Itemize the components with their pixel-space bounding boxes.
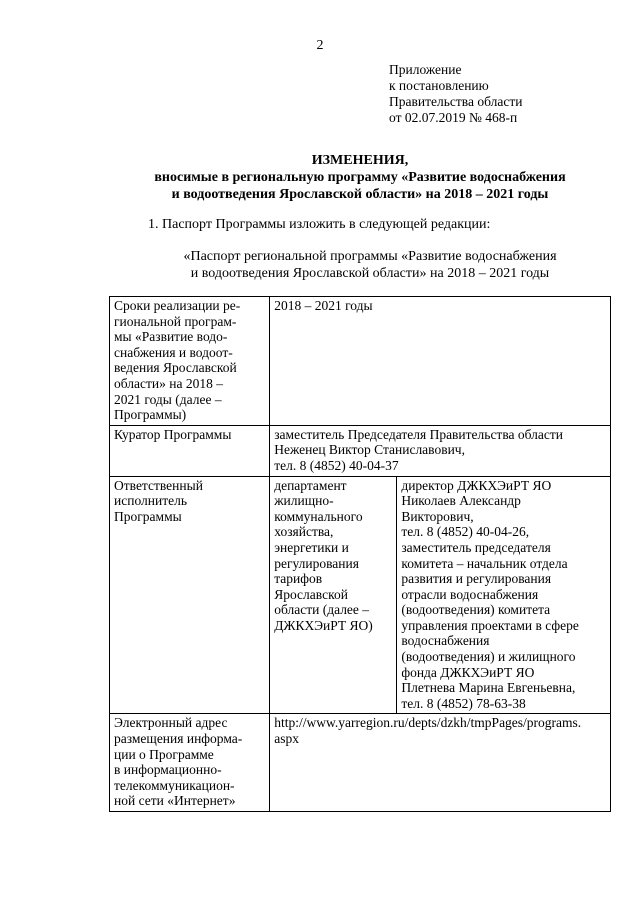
cell-line: Программы) (114, 407, 187, 423)
row-value-curator (270, 425, 611, 476)
cell-line: Николаев Александр (401, 493, 521, 509)
cell-line: заместитель Председателя Правительства области (274, 426, 564, 442)
row-value-timeline (270, 297, 611, 426)
cell-line: развития и регулирования (401, 571, 552, 587)
table-row (110, 714, 611, 812)
cell-line: (водоотведения) и жилищного (401, 649, 576, 665)
cell-line: департамент (274, 477, 347, 493)
cell-line: комитета – начальник отдела (401, 555, 568, 571)
table-row (110, 425, 611, 476)
cell-line: директор ДЖКХЭиРТ ЯО (401, 477, 552, 493)
passport-title-line: «Паспорт региональной программы «Развитие водоснабжения (183, 249, 557, 264)
appendix-line: к постановлению (389, 78, 489, 93)
cell-line: регулирования (274, 555, 359, 571)
appendix-header (389, 62, 522, 126)
cell-line: Викторович, (401, 508, 474, 524)
cell-line: в информационно- (114, 762, 222, 778)
title-line: ИЗМЕНЕНИЯ, (311, 153, 409, 168)
cell-line: Неженец Виктор Станиславович, (274, 442, 465, 458)
cell-line: области» на 2018 – (114, 375, 223, 391)
row-label-curator (110, 425, 270, 476)
cell-line: исполнитель (114, 493, 187, 509)
cell-line: ДЖКХЭиРТ ЯО) (274, 617, 373, 633)
appendix-line: от 02.07.2019 № 468-п (389, 110, 518, 125)
row-value-internet (270, 714, 611, 812)
cell-line: водоснабжения (401, 633, 490, 649)
cell-line: хозяйства, (274, 524, 334, 540)
cell-line: Ответственный (114, 477, 203, 493)
cell-line: мы «Развитие водо- (114, 329, 228, 345)
cell-line: ведения Ярославской (114, 360, 237, 376)
passport-title-line: и водоотведения Ярославской области» на 2018 – 2021 годы (190, 266, 550, 281)
page-number: 2 (316, 38, 324, 53)
program-url[interactable]: aspx (274, 731, 299, 747)
cell-line: фонда ДЖКХЭиРТ ЯО (401, 664, 535, 680)
row-label-timeline (110, 297, 270, 426)
title-line: и водоотведения Ярославской области» на 2018 – 2021 годы (171, 187, 549, 202)
passport-table (109, 296, 611, 812)
table-row (110, 297, 611, 426)
row-value-executor-org (270, 476, 397, 714)
cell-line: 2018 – 2021 годы (274, 298, 373, 313)
cell-line: тарифов (274, 571, 323, 587)
cell-line: ции о Программе (114, 746, 214, 762)
cell-line: Сроки реализации ре- (114, 298, 241, 313)
cell-line: тел. 8 (4852) 40-04-37 (274, 457, 399, 473)
cell-line: энергетики и (274, 539, 349, 555)
cell-line: жилищно- (274, 493, 334, 509)
program-url[interactable]: http://www.yarregion.ru/depts/dzkh/tmpPages/programs. (274, 715, 582, 731)
cell-line: Программы (114, 508, 182, 524)
table-row (110, 476, 611, 714)
cell-line: снабжения и водоот- (114, 344, 233, 360)
document-title (100, 152, 620, 203)
row-label-internet (110, 714, 270, 812)
cell-line: (водоотведения) комитета (401, 602, 551, 618)
cell-line: размещения информа- (114, 731, 243, 747)
cell-line: Куратор Программы (114, 426, 232, 442)
cell-line: отрасли водоснабжения (401, 586, 539, 602)
cell-line: гиональной програм- (114, 313, 237, 329)
paragraph-1: 1. Паспорт Программы изложить в следующей редакции: (148, 217, 491, 232)
passport-title (120, 248, 620, 282)
cell-line: ной сети «Интернет» (114, 793, 236, 809)
cell-line: 2021 годы (далее – (114, 391, 222, 407)
cell-line: Электронный адрес (114, 715, 228, 731)
cell-line: телекоммуникацион- (114, 777, 235, 793)
cell-line: Плетнева Марина Евгеньевна, (401, 680, 576, 696)
appendix-line: Правительства области (389, 94, 523, 109)
cell-line: заместитель председателя (401, 539, 551, 555)
cell-line: тел. 8 (4852) 40-04-26, (401, 524, 530, 540)
cell-line: тел. 8 (4852) 78-63-38 (401, 695, 526, 711)
cell-line: управления проектами в сфере (401, 617, 579, 633)
appendix-line: Приложение (389, 62, 462, 77)
cell-line: области (далее – (274, 602, 370, 618)
cell-line: коммунального (274, 508, 363, 524)
title-line: вносимые в региональную программу «Развитие водоснабжения (154, 170, 566, 185)
row-value-executor-contacts (397, 476, 611, 714)
cell-line: Ярославской (274, 586, 348, 602)
row-label-executor (110, 476, 270, 714)
